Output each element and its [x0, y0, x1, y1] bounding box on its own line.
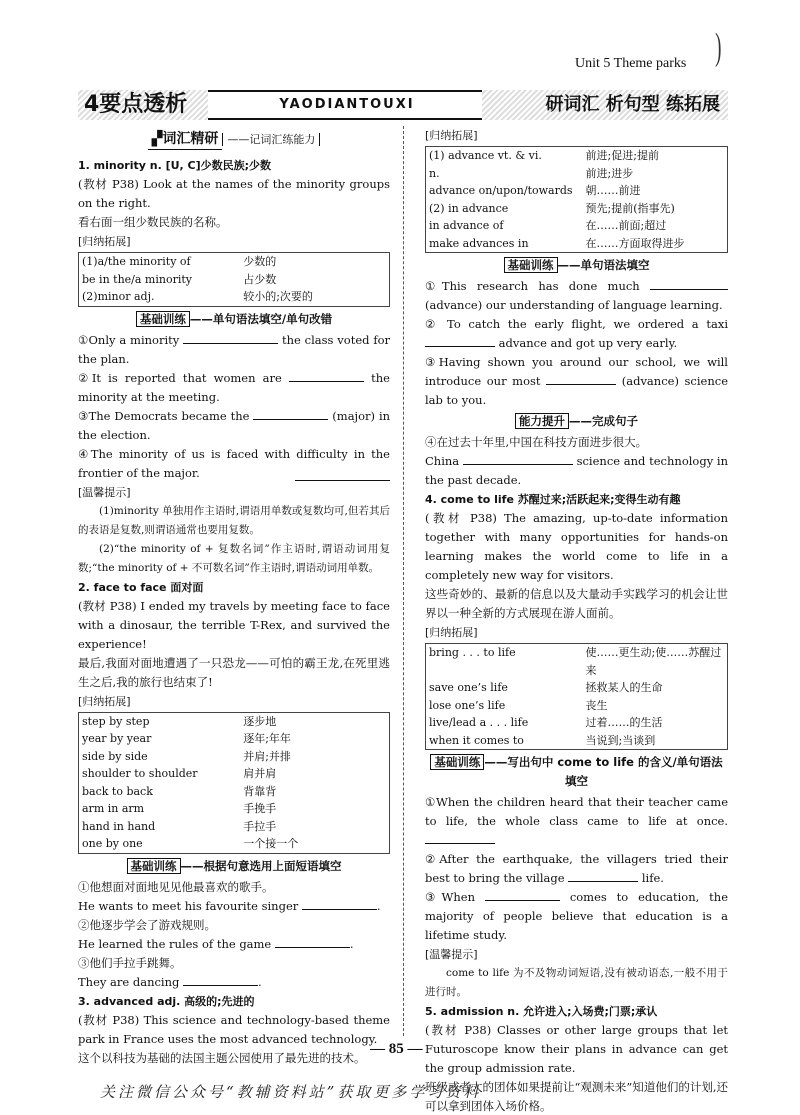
meaning-cell: 背靠背	[243, 784, 277, 798]
phrase-cell: hand in hand	[82, 819, 156, 833]
label-tip: [ 温馨提示 ]	[425, 945, 478, 964]
meaning-cell: 一个接一个	[243, 837, 299, 850]
question-cn: ①他想面对面地见见他最喜欢的歌手。	[78, 879, 274, 894]
question: ①This research has done much (advance) our understanding of language learning.	[425, 277, 728, 315]
entry-head: 4. come to life 苏醒过来;活跃起来;变得生动有趣	[425, 493, 681, 506]
question-cn: ②他逐步学会了游戏规则。	[78, 917, 216, 932]
drill-title: 基础训练 ——根据句意选用上面短语填空	[78, 857, 390, 876]
answer-blank[interactable]	[275, 935, 350, 948]
tip-text: (1)minority 单独用作主语时,谓语用单数或复数均可,但若其后的表语是复数,则谓语通常也要用复数。	[78, 504, 390, 536]
table-row	[426, 147, 728, 165]
tip-text: (2)“the minority of + 复数名词”作主语时,谓语动词用复数;“the minority of + 不可数名词”作主语时,谓语动词用单数。	[78, 542, 390, 574]
question: ③When comes to education, the majority of people believe that education is a lifetime study.	[425, 890, 729, 942]
table-row	[79, 748, 390, 766]
phrase-cell: bring . . . to life	[429, 646, 516, 659]
meaning-cell: 丧生	[585, 698, 608, 712]
meaning-cell: 朝……前进	[585, 184, 641, 197]
example-translation: 这些奇妙的、最新的信息以及大量动手实践学习的机会让世界以一种全新的方式展现在游人面前。	[425, 587, 728, 620]
question: ③The Democrats became the (major) in the election.	[78, 408, 391, 442]
meaning-cell: 在……方面取得进步	[585, 236, 685, 250]
drill-title: 基础训练 ——单句语法填空/单句改错	[78, 310, 390, 329]
table-row	[426, 732, 728, 750]
section-subtitle: ——记词汇练能力	[222, 133, 320, 146]
answer-blank[interactable]	[568, 869, 638, 882]
question-cn: ③他们手拉手跳舞。	[78, 955, 182, 970]
question: He wants to meet his favourite singer .	[78, 898, 381, 913]
answer-blank[interactable]	[295, 468, 390, 481]
meaning-cell: 在……前面;超过	[585, 219, 667, 232]
meaning-cell: 逐步地	[243, 714, 277, 728]
table-row	[426, 200, 728, 218]
tip-text: come to life 为不及物动词短语,没有被动语态,一般不用于进行时。	[425, 967, 728, 998]
meaning-cell: 前进;促进;提前	[585, 149, 659, 162]
phrase-table	[78, 252, 390, 307]
question: ④The minority of us is faced with difficulty in the frontier of the major.	[78, 446, 390, 480]
example-translation: 班级或者大的团体如果提前让“观测未来”知道他们的计划,还可以拿到团体入场价格。	[425, 1080, 728, 1113]
answer-blank[interactable]	[425, 334, 495, 347]
drill-title: 基础训练 ——写出句中 come to life 的含义/单句语法填空	[425, 753, 728, 791]
entry-head: 1. minority n. [U, C]少数民族;少数	[78, 159, 272, 172]
example-sentence: (教材 P38) The amazing, up-to-date information together with many opportunities for hands-on learning makes the world come to life in a completely new way for visitors.	[425, 511, 728, 582]
phrase-cell: step by step	[82, 714, 150, 728]
left-column	[78, 128, 390, 1068]
question: ②After the earthquake, the villagers tried their best to bring the village life.	[425, 852, 728, 885]
phrase-cell: be in the/a minority	[82, 272, 192, 286]
entry-head: 3. advanced adj. 高级的;先进的	[78, 994, 255, 1008]
phrase-cell: year by year	[82, 732, 152, 745]
answer-blank[interactable]	[485, 888, 560, 901]
table-row	[79, 835, 390, 853]
phrase-cell: (2) in advance	[429, 201, 509, 215]
phrase-table	[78, 712, 390, 854]
table-row	[426, 217, 728, 235]
meaning-cell: 前进;进步	[585, 166, 634, 180]
phrase-cell: (1)a/the minority of	[82, 255, 191, 268]
meaning-cell: 肩并肩	[243, 767, 277, 780]
question: They are dancing .	[78, 974, 262, 989]
example-translation: 看右面一组少数民族的名称。	[78, 215, 228, 229]
question-cn: ④在过去十年里,中国在科技方面进步很大。	[425, 435, 648, 449]
table-row	[79, 800, 390, 818]
table-row	[79, 288, 390, 306]
table-row	[79, 712, 390, 730]
meaning-cell: 使……更生动;使……苏醒过来	[585, 646, 722, 677]
example-translation: 这个以科技为基础的法国主题公园使用了最先进的技术。	[78, 1050, 366, 1065]
question: ②It is reported that women are the minority at the meeting.	[78, 370, 390, 404]
answer-blank[interactable]	[546, 372, 616, 385]
book-icon: ▞	[151, 131, 163, 147]
phrase-cell: one by one	[82, 837, 143, 850]
meaning-cell: 占少数	[243, 272, 277, 286]
table-row	[79, 818, 390, 836]
phrase-cell: arm in arm	[82, 802, 145, 815]
answer-blank[interactable]	[650, 277, 728, 290]
meaning-cell: 当说到;当谈到	[585, 733, 656, 747]
question: China science and technology in the past decade.	[425, 454, 728, 487]
table-row	[426, 165, 728, 183]
banner-subtitle: 研词汇 析句型 练拓展	[482, 90, 728, 120]
example-sentence: (教材 P38) This science and technology-based theme park in France uses the most advanced technology.	[78, 1012, 390, 1046]
phrase-cell: advance on/upon/towards	[429, 184, 573, 197]
meaning-cell: 并肩;并排	[243, 749, 291, 763]
table-row	[79, 730, 390, 748]
example-translation: 最后,我面对面地遭遇了一只恐龙——可怕的霸王龙,在死里逃生之后,我的旅行也结束了!	[78, 655, 390, 689]
phrase-cell: (1) advance vt. & vi.	[429, 149, 542, 162]
phrase-cell: lose one’s life	[429, 698, 506, 712]
table-row	[426, 235, 728, 253]
meaning-cell: 手挽手	[243, 802, 277, 815]
question: ①When the children heard that their teacher came to life, the whole class came to life at once.	[425, 793, 728, 850]
question: ③Having shown you around our school, we will introduce our most (advance) science lab to you.	[425, 355, 729, 407]
question: He learned the rules of the game .	[78, 936, 354, 951]
table-row	[79, 253, 390, 271]
phrase-cell: back to back	[82, 784, 153, 798]
banner-pinyin: YAODIANTOUXI	[279, 97, 415, 112]
question: ② To catch the early flight, we ordered a taxi advance and got up very early.	[425, 317, 728, 350]
phrase-table	[425, 146, 728, 253]
phrase-cell: when it comes to	[429, 733, 524, 747]
answer-blank[interactable]	[183, 331, 278, 344]
answer-blank[interactable]	[183, 973, 258, 986]
answer-blank[interactable]	[463, 452, 573, 465]
phrase-cell: in advance of	[429, 219, 504, 232]
meaning-cell: 手拉手	[243, 819, 277, 833]
phrase-cell: live/lead a . . . life	[429, 716, 529, 729]
table-row	[79, 765, 390, 783]
table-row	[426, 679, 728, 697]
table-row	[426, 697, 728, 715]
meaning-cell: 拯救某人的生命	[585, 681, 663, 694]
page-number: — 85 —	[370, 1041, 423, 1057]
question: ①Only a minority the class voted for the plan.	[78, 332, 391, 366]
footer-note: 关注微信公众号“教辅资料站”获取更多学习资料	[100, 1083, 482, 1101]
answer-blank[interactable]	[253, 407, 328, 420]
table-row	[426, 714, 728, 732]
header-bracket: )	[715, 26, 722, 68]
phrase-cell: make advances in	[429, 236, 529, 250]
example-sentence: (教材 P38) Classes or other large groups that let Futuroscope know their plans in advance can get the group admission rate.	[425, 1023, 728, 1075]
entry-head: 2. face to face 面对面	[78, 580, 204, 594]
answer-blank[interactable]	[302, 897, 377, 910]
meaning-cell: 过着……的生活	[585, 716, 663, 729]
answer-blank[interactable]	[425, 831, 495, 844]
unit-title: Unit 5 Theme parks	[575, 56, 687, 71]
phrase-cell: shoulder to shoulder	[82, 767, 198, 780]
phrase-cell: n.	[429, 166, 440, 180]
entry-head: 5. admission n. 允许进入;入场费;门票;承认	[425, 1005, 658, 1018]
example-sentence: (教材 P38) I ended my travels by meeting face to face with a dinosaur, the terrible T-Rex, and survived the experience!	[78, 598, 390, 651]
drill-title: 基础训练 ——单句语法填空	[425, 256, 728, 275]
phrase-cell: side by side	[82, 749, 148, 763]
phrase-table	[425, 643, 728, 750]
meaning-cell: 少数的	[243, 255, 277, 268]
label-summary: [ 归纳拓展 ]	[425, 623, 478, 642]
table-row	[426, 644, 728, 680]
label-tip: [ 温馨提示 ]	[78, 483, 131, 502]
phrase-cell: save one’s life	[429, 681, 508, 694]
table-row	[79, 271, 390, 289]
example-sentence: (教材 P38) Look at the names of the minority groups on the right.	[78, 177, 390, 210]
phrase-cell: (2)minor adj.	[82, 290, 155, 303]
meaning-cell: 较小的;次要的	[243, 290, 313, 303]
banner-title: 4要点透析	[78, 90, 208, 120]
drill-title: 能力提升 ——完成句子	[425, 412, 728, 431]
table-row	[426, 182, 728, 200]
meaning-cell: 预先;提前(指事先)	[585, 201, 675, 215]
label-summary: [ 归纳拓展 ]	[78, 692, 131, 711]
label-summary: [ 归纳拓展 ]	[425, 126, 478, 145]
label-summary: [ 归纳拓展 ]	[78, 232, 131, 251]
table-row	[79, 783, 390, 801]
section-title-text: 词汇精研	[162, 131, 219, 147]
right-column	[425, 126, 728, 1115]
answer-blank[interactable]	[289, 369, 364, 382]
section-title	[78, 130, 390, 150]
meaning-cell: 逐年;年年	[243, 732, 291, 745]
column-divider	[403, 126, 404, 1036]
